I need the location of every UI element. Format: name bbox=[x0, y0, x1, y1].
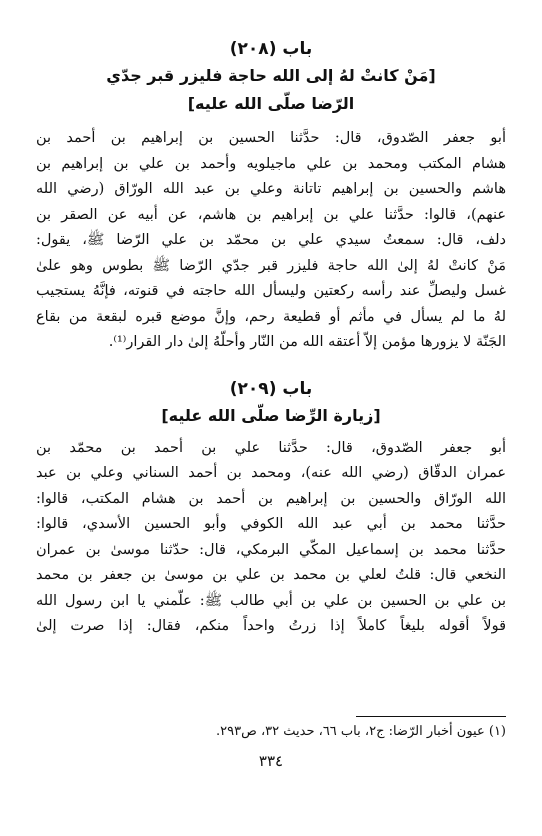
text-line: غسل وليصلِّ عند رأسه ركعتين وليسأل الله حاجته في قنوته، فإنَّهُ يستجيب bbox=[36, 283, 506, 299]
chapter-208-paragraph bbox=[36, 126, 506, 356]
text-line: هاشم والحسين بن إبراهيم تاتانة وعلي بن عبد الله الورّاق (رضي الله bbox=[36, 181, 506, 197]
chapter-208-subtitle-line2: الرّضا صلّى الله عليه] bbox=[187, 94, 355, 113]
chapter-209-paragraph bbox=[36, 436, 506, 640]
footnote: (١) عيون أخبار الرّضا: ج٢، باب ٦٦، حديث ٣٢، ص٢٩٣. bbox=[216, 724, 506, 739]
chapter-209-title: باب (٢٠٩) bbox=[229, 378, 313, 399]
text-line: حدَّثنا محمد بن أبي عبد الله الكوفي وأبو الحسين الأسدي، قالوا: bbox=[36, 516, 506, 532]
text-line: النخعي قال: قلتُ لعلي بن محمد بن علي بن موسىٰ بن جعفر بن محمد bbox=[36, 567, 506, 583]
text-line: عمران الدقّاق (رضي الله عنه)، ومحمد بن أحمد السناني وعلي بن عبد bbox=[36, 465, 506, 481]
text-line: هشام المكتب ومحمد بن علي ماجيلويه وأحمد بن علي بن إبراهيم بن bbox=[36, 155, 506, 172]
footnote-divider bbox=[356, 716, 506, 717]
page-number: ٣٣٤ bbox=[258, 752, 284, 770]
chapter-209-subtitle: [زيارة الرِّضا صلّى الله عليه] bbox=[161, 405, 381, 425]
chapter-208-subtitle-line1: [مَنْ كانتْ لهُ إلى الله حاجة فليزر قبر جدّي bbox=[106, 66, 436, 85]
chapter-208-title: باب (٢٠٨) bbox=[229, 39, 313, 59]
text-line: لهُ ما لم يسأل في مأثم أو قطيعة رحم، وإنَّ موضع قبره لبقعة من بقاع bbox=[36, 308, 506, 325]
text-line: عنهم)، قالوا: حدَّثنا علي بن إبراهيم بن هاشم، عن أبيه عن الصقر بن bbox=[36, 206, 506, 223]
text-line: قولاً أقوله بليغاً كاملاً إذا زرتُ واحداً منكم، فقال: إذا صرت إلىٰ bbox=[36, 618, 506, 634]
text-line: حدَّثنا محمد بن إسماعيل المكّي البرمكي، قال: حدّثنا موسىٰ بن عمران bbox=[36, 541, 506, 558]
text-line: بن علي بن الحسين بن علي بن أبي طالب ﷺ: علّمني يا ابن رسول الله bbox=[36, 592, 506, 609]
text-line: الله الورّاق والحسين بن إبراهيم بن أحمد بن هشام المكتب، قالوا: bbox=[36, 490, 506, 507]
text-line: دلف، قال: سمعتُ سيدي علي بن محمّد بن علي الرّضا ﷺ، يقول: bbox=[36, 232, 506, 248]
text-line: الجَنّة لا يزورها مؤمن إلاّ أعتقه الله من النّار وأحلّهُ إلىٰ دار القرار⁽¹⁾. bbox=[108, 334, 506, 350]
text-line: أبو جعفر الصّدوق، قال: حدَّثنا الحسين بن إبراهيم بن أحمد بن bbox=[36, 130, 506, 146]
text-line: أبو جعفر الصّدوق، قال: حدَّثنا علي بن أحمد بن محمّد بن bbox=[36, 439, 506, 456]
text-line: مَنْ كانتْ لهُ إلىٰ الله حاجة فليزر قبر جدّي الرّضا ﷺ بطوس وهو علىٰ bbox=[36, 257, 506, 274]
